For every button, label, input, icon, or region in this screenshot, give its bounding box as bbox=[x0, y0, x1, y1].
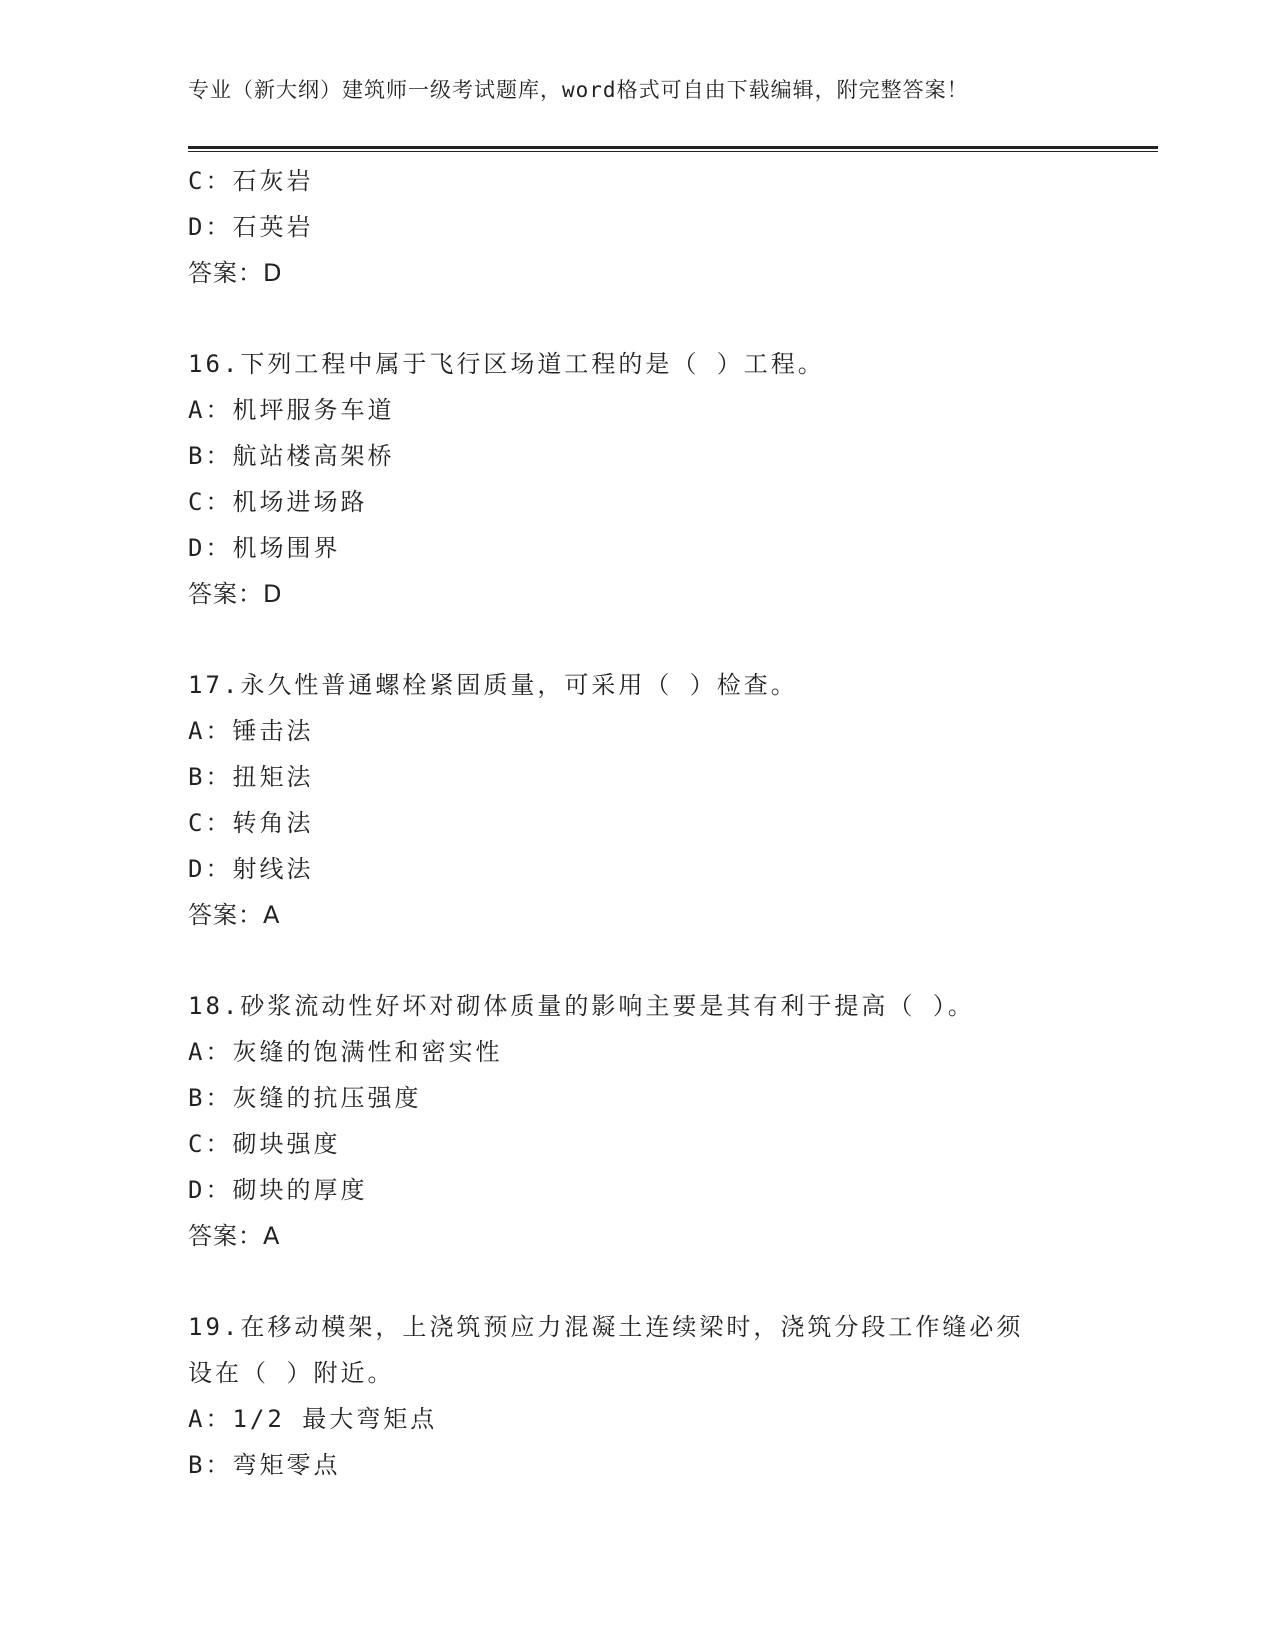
option-d: D：砌块的厚度 bbox=[188, 1176, 368, 1204]
answer-line: 答案：A bbox=[188, 901, 281, 929]
option-a: A：1/2 最大弯矩点 bbox=[188, 1405, 438, 1433]
question-17-stem: 17.永久性普通螺栓紧固质量，可采用（ ）检查。 bbox=[188, 671, 798, 699]
question-19-stem-line-1: 19.在移动模架，上浇筑预应力混凝土连续梁时，浇筑分段工作缝必须 bbox=[188, 1313, 1024, 1341]
answer-line: 答案：D bbox=[188, 259, 283, 287]
option-c: C：转角法 bbox=[188, 809, 314, 837]
spacer bbox=[188, 617, 1088, 662]
question-18-stem: 18.砂浆流动性好坏对砌体质量的影响主要是其有利于提高（ ）。 bbox=[188, 992, 975, 1020]
spacer bbox=[188, 938, 1088, 983]
option-c: C：石灰岩 bbox=[188, 167, 314, 195]
option-a: A：灰缝的饱满性和密实性 bbox=[188, 1038, 503, 1066]
question-19-stem-line-2: 设在（ ）附近。 bbox=[188, 1359, 395, 1387]
option-d: D：射线法 bbox=[188, 855, 314, 883]
option-b: B：弯矩零点 bbox=[188, 1451, 341, 1479]
answer-line: 答案：D bbox=[188, 580, 283, 608]
option-a: A：机坪服务车道 bbox=[188, 396, 395, 424]
option-a: A：锤击法 bbox=[188, 717, 314, 745]
spacer bbox=[188, 296, 1088, 341]
option-d: D：机场围界 bbox=[188, 534, 341, 562]
question-16-stem: 16.下列工程中属于飞行区场道工程的是（ ）工程。 bbox=[188, 350, 825, 378]
option-b: B：扭矩法 bbox=[188, 763, 314, 791]
option-b: B：航站楼高架桥 bbox=[188, 442, 395, 470]
header-rule-thick bbox=[188, 146, 1158, 149]
spacer bbox=[188, 1259, 1088, 1304]
page-header: 专业（新大纲）建筑师一级考试题库，word格式可自由下载编辑，附完整答案！ bbox=[188, 78, 969, 102]
option-c: C：机场进场路 bbox=[188, 488, 368, 516]
answer-line: 答案：A bbox=[188, 1222, 281, 1250]
option-c: C：砌块强度 bbox=[188, 1130, 341, 1158]
header-rule-thin bbox=[188, 151, 1158, 152]
option-b: B：灰缝的抗压强度 bbox=[188, 1084, 422, 1112]
option-d: D：石英岩 bbox=[188, 213, 314, 241]
document-content bbox=[188, 158, 1088, 1488]
